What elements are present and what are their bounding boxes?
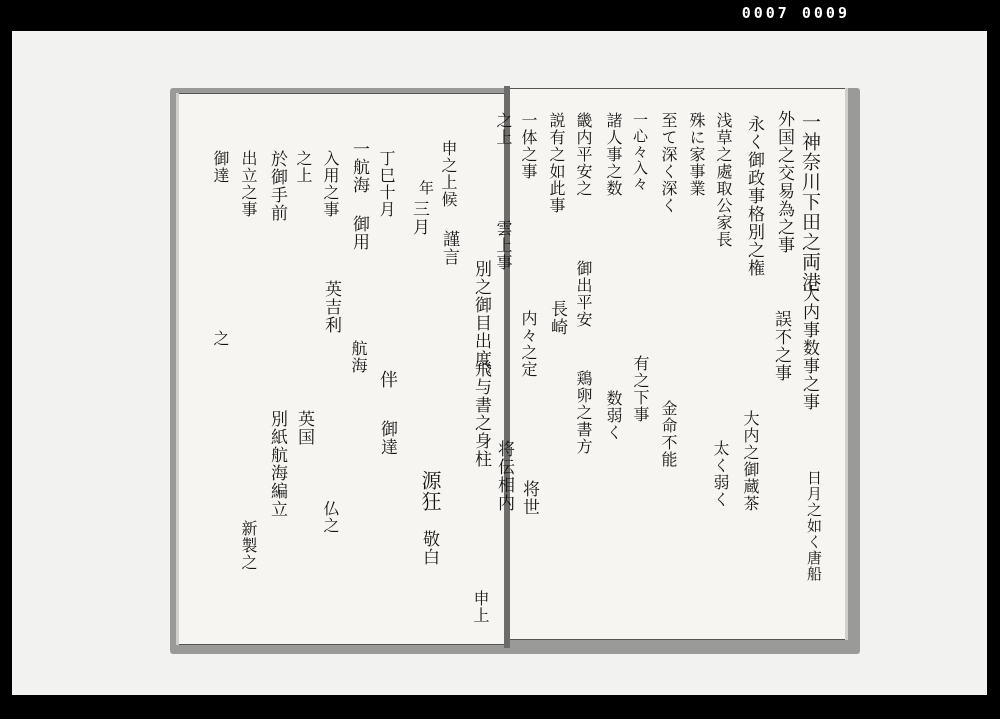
handwritten-column: 飛与書之身柱 <box>471 360 491 468</box>
handwritten-column: 御達 <box>211 150 230 184</box>
handwritten-column: 将世 <box>519 480 539 516</box>
handwritten-column: 源狂 <box>418 470 442 512</box>
handwritten-column: 大内之御蔵茶 <box>741 410 760 512</box>
handwritten-column: 年 <box>417 180 435 196</box>
book-gutter <box>504 86 510 648</box>
handwritten-column: 敬白 <box>419 530 439 566</box>
handwritten-column: 之 <box>211 330 230 347</box>
page-edge <box>176 93 179 645</box>
film-frame-label: 0007 0009 <box>741 4 850 22</box>
handwritten-column: 三月 <box>409 200 429 236</box>
handwritten-column: 外国之交易為之事 <box>774 110 794 254</box>
handwritten-column: 入用之事 <box>321 150 340 218</box>
handwritten-column: 太く弱く <box>711 440 730 508</box>
handwritten-column: 鶏卵之書方 <box>574 370 593 455</box>
handwritten-column: 一神奈川下田之両港 <box>799 112 821 292</box>
page-edge <box>845 88 848 640</box>
handwritten-column: 丁巳十月 <box>377 150 396 218</box>
handwritten-column: 伴 <box>377 370 398 389</box>
handwritten-column: 英国 <box>294 410 314 446</box>
handwritten-column: 数弱く <box>604 390 623 441</box>
handwritten-column: 申之上候 <box>439 140 458 208</box>
handwritten-column: 於御手前 <box>267 150 287 222</box>
handwritten-column: 別紙航海編立 <box>267 410 287 518</box>
handwritten-column: 雲上事 <box>494 220 513 271</box>
handwritten-column: 仏之 <box>321 500 340 534</box>
handwritten-column: 至て深く深く <box>659 112 678 214</box>
handwritten-column: 諸人事之数 <box>604 112 623 197</box>
handwritten-column: 英吉利 <box>321 280 341 334</box>
handwritten-column: 大内事数事之事 <box>799 285 819 411</box>
handwritten-column: 有之下事 <box>631 355 650 423</box>
handwritten-column: 之上 <box>294 150 313 184</box>
handwritten-column: 謹言 <box>439 230 459 266</box>
handwritten-column: 説有之如此事 <box>547 112 566 214</box>
handwritten-column: 御用 <box>349 215 369 251</box>
handwritten-column: 申上 <box>471 590 490 624</box>
handwritten-column: 日月之如く唐船 <box>805 470 823 582</box>
handwritten-column: 誤不之事 <box>771 310 791 382</box>
handwritten-column: 内々之定 <box>519 310 538 378</box>
handwritten-column: 一航海 <box>349 140 369 194</box>
handwritten-column: 之上 <box>494 112 513 146</box>
handwritten-column: 出立之事 <box>239 150 258 218</box>
handwritten-column: 将伝相内 <box>494 440 514 512</box>
handwritten-column: 一心々入々 <box>631 112 649 192</box>
handwritten-column: 浅草之處取公家長 <box>714 112 733 248</box>
handwritten-column: 一体之事 <box>519 112 538 180</box>
handwritten-column: 御達 <box>377 420 397 456</box>
handwritten-column: 永く御政事格別之権 <box>744 115 764 277</box>
handwritten-column: 御出平安 <box>574 260 593 328</box>
handwritten-column: 金命不能 <box>659 400 678 468</box>
handwritten-column: 長崎 <box>547 300 567 336</box>
handwritten-column: 別之御目出度 <box>471 260 491 368</box>
handwritten-column: 新製之 <box>239 520 258 571</box>
handwritten-column: 畿内平安之 <box>574 112 593 197</box>
handwritten-column: 航海 <box>349 340 368 374</box>
handwritten-column: 殊に家事業 <box>687 112 706 197</box>
